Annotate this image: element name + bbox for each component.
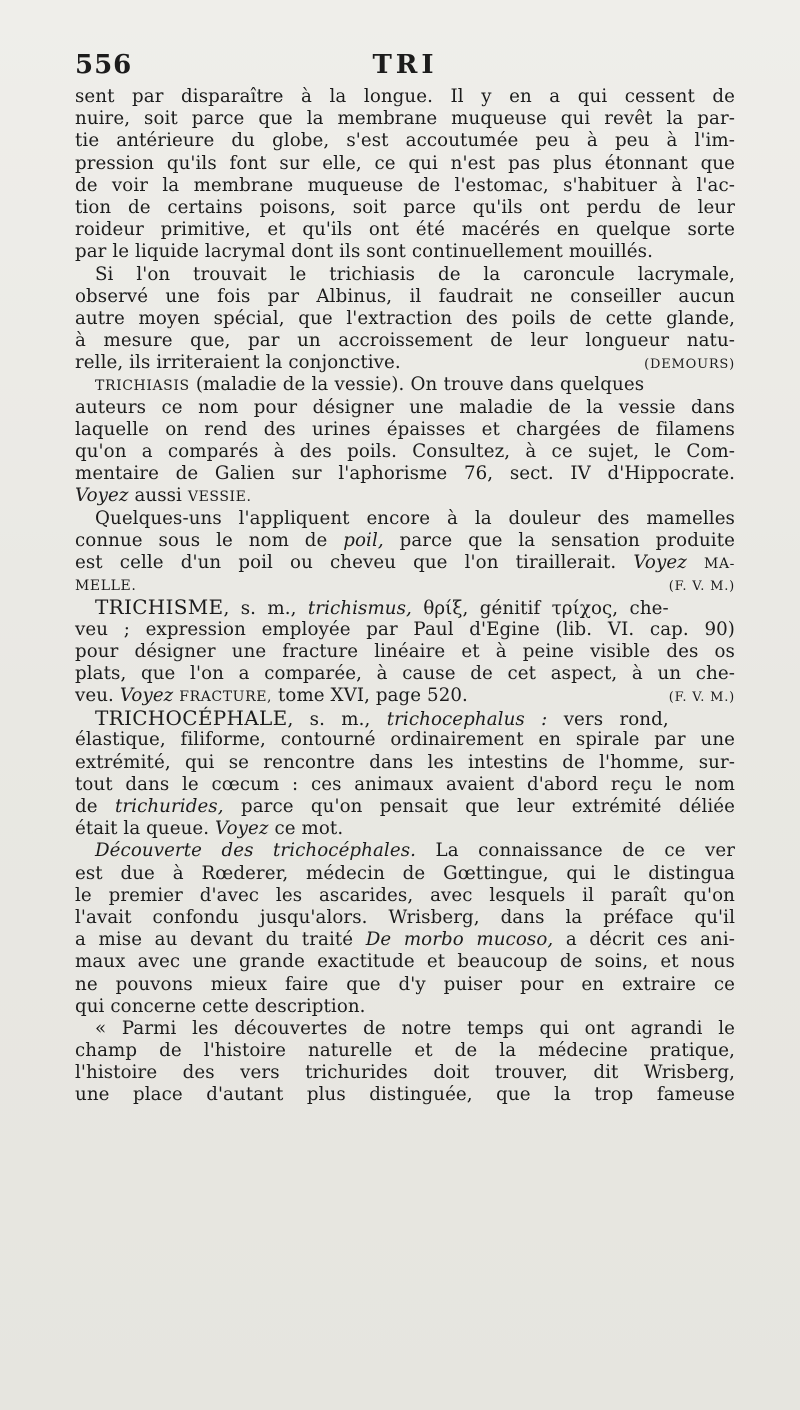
author-signature: (DEMOURS) [644,357,735,373]
text-line [75,552,735,574]
text-line: champ de l'histoire naturelle et de la médecine pratique, [75,1040,735,1062]
text-line [75,352,735,374]
entry-headword: TRICHISME [95,595,224,620]
text-line: est due à Rœderer, médecin de Gœttingue, qui le distingua [75,862,735,884]
italic-term: trichocephalus : [386,709,548,731]
italic-term: trichismus, [307,598,412,620]
page-body [75,86,735,1107]
italic-term: poil, [343,529,384,551]
text-fragment: parce que la sensation produite [399,529,735,551]
text-line: qui concerne cette description. [75,995,366,1017]
text-line [75,685,735,707]
page-header [75,50,735,90]
entry-trichocephale-first-line [75,707,735,729]
author-signature: (F. V. M.) [668,579,735,595]
text-fragment: θρίξ, génitif τρίχος, che- [423,598,669,620]
text-fragment: (maladie de la vessie). On trouve dans quelques [195,374,645,396]
text-line: tion de certains poisons, soit parce qu'ils ont perdu de leur [75,196,735,218]
text-line: Quelques-uns l'appliquent encore à la douleur des mamelles [95,507,735,529]
author-signature: (F. V. M.) [668,690,735,706]
entry-trichiasis-first-line [75,374,735,396]
text-line [75,818,735,840]
text-line: autre moyen spécial, que l'extraction des poils de cette glande, [75,307,735,329]
entry-headword: TRICHOCÉPHALE [95,706,288,731]
text-fragment: est celle d'un poil ou cheveu que l'on tiraillerait. [75,551,617,573]
text-line: mentaire de Galien sur l'aphorisme 76, sect. IV d'Hippocrate. [75,463,735,485]
text-line: observé une fois par Albinus, il faudrait ne conseiller aucun [75,285,735,307]
text-line: par le liquide lacrymal dont ils sont continuellement mouillés. [75,241,653,263]
text-line: tie antérieure du globe, s'est accoutumée peu à peu à l'im- [75,130,735,152]
text-fragment: a décrit ces ani- [565,929,735,951]
voyez-label: Voyez [215,818,269,840]
voyez-label: Voyez [633,551,687,573]
text-line: pour désigner une fracture linéaire et à peine visible des os [75,640,735,662]
text-line: l'histoire des vers trichurides doit trouver, dit Wrisberg, [75,1062,735,1084]
text-fragment: vers rond, [563,709,669,731]
text-line: sent par disparaître à la longue. Il y en a qui cessent de [75,86,735,107]
text-line: une place d'autant plus distinguée, que la trop fameuse [75,1084,735,1106]
page-number: 556 [75,50,133,80]
text-line: pression qu'ils font sur elle, ce qui n'est pas plus étonnant que [75,152,735,174]
text-fragment: aussi [134,485,182,507]
text-line: veu ; expression employée par Paul d'Egine (lib. VI. cap. 90) [75,618,735,640]
text-line: auteurs ce nom pour désigner une maladie de la vessie dans [75,396,735,418]
text-line: de voir la membrane muqueuse de l'estomac, s'habituer à l'ac- [75,174,735,196]
text-line [75,796,735,818]
entry-trichisme-first-line [75,596,735,618]
text-line: ne pouvons mieux faire que d'y puiser pour en extraire ce [75,973,735,995]
cross-reference: VESSIE. [187,489,252,506]
text-line [75,485,735,507]
text-line [75,929,735,951]
text-fragment: La connaissance de ce ver [435,840,735,862]
section-heading-line [75,840,735,862]
text-fragment: , s. m., [223,598,297,620]
voyez-label: Voyez [75,485,129,507]
text-line: « Parmi les découvertes de notre temps qui ont agrandi le [95,1017,735,1039]
text-line: Si l'on trouvait le trichiasis de la caroncule lacrymale, [95,263,735,285]
voyez-label: Voyez [119,685,174,707]
text-line: maux avec une grande exactitude et beaucoup de soins, et nous [75,951,735,973]
text-fragment: de [75,796,98,817]
text-fragment: ce mot. [274,818,344,840]
text-line: qu'on a comparés à des poils. Consultez, à ce sujet, le Com- [75,441,735,462]
cross-reference: FRACTURE, [179,689,273,706]
italic-term: trichurides, [114,796,224,817]
cross-reference: MA- [704,555,735,572]
section-heading: Découverte des trichocéphales. [95,840,417,862]
running-head: TRI [372,50,438,80]
text-line: le premier d'avec les ascarides, avec lesquels il paraît qu'on [75,884,735,906]
text-line: roideur primitive, et qu'ils ont été macérés en quelque sorte [75,219,735,241]
italic-title: De morbo mucoso, [365,929,554,951]
text-line [75,530,735,552]
text-line [75,574,735,596]
entry-headword: TRICHIASIS [95,378,190,395]
text-fragment: connue sous le nom de [75,529,328,551]
text-line: extrémité, qui se rencontre dans les intestins de l'homme, sur- [75,751,735,773]
text-line: tout dans le cœcum : ces animaux avaient d'abord reçu le nom [75,773,735,795]
text-fragment: parce qu'on pensait que leur extrémité déliée [240,796,736,817]
text-line: à mesure que, par un accroissement de leur longueur natu- [75,330,735,352]
text-fragment: a mise au devant du traité [75,929,354,951]
text-line: nuire, soit parce que la membrane muqueuse qui revêt la par- [75,108,735,130]
text-line: élastique, filiforme, contourné ordinairement en spirale par une [75,729,735,751]
text-line: laquelle on rend des urines épaisses et chargées de filamens [75,418,735,440]
text-fragment: , s. m., [287,709,371,731]
text-line: l'avait confondu jusqu'alors. Wrisberg, dans la préface qu'il [75,906,735,928]
text-fragment: tome XVI, page 520. [277,685,468,707]
text-line: plats, que l'on a comparée, à cause de cet aspect, à un che- [75,662,735,684]
text-fragment: relle, ils irriteraient la conjonctive. [75,352,401,374]
cross-reference: MELLE. [75,578,137,595]
text-fragment: était la queue. [75,818,210,840]
text-fragment: veu. [75,685,114,707]
